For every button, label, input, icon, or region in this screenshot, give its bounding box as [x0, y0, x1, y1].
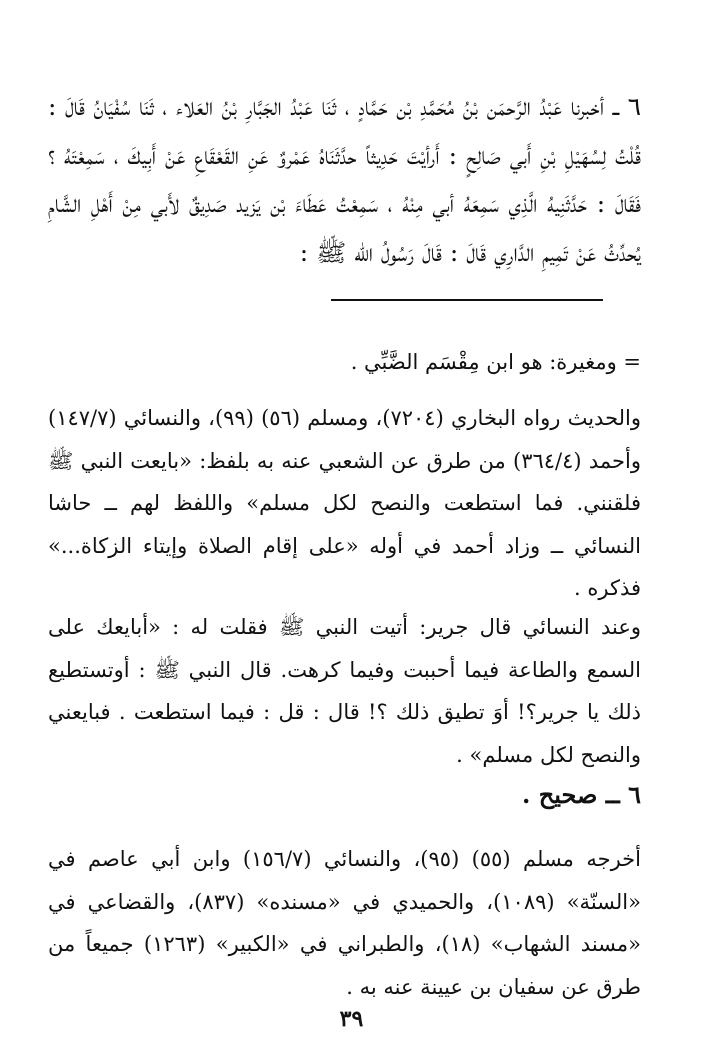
footnote-paragraph-2: وعند النسائي قال جرير: أتيت النبي ﷺ فقلت له : «أبايعك على السمع والطاعة فيما أحببت وفيما كرهت. قال النبي ﷺ : أوتستطيع ذلك يا جرير؟! أوَ تطيق ذلك ؟! قال : قل : فيما استطعت . فبايعني والنصح لكل مسلم» . — [48, 615, 641, 767]
page-number: ٣٩ — [339, 1006, 364, 1032]
footnote-paragraph-3: أخرجه مسلم (٥٥) (٩٥)، والنسائي (١٥٦/٧) وابن أبي عاصم في «السنّة» (١٠٨٩)، والحميدي في «مسنده» (٨٣٧)، والقضاعي في «مسند الشهاب» (١٨)، والطبراني في «الكبير» (١٢٦٣) جميعاً من طرق عن سفيان بن عيينة عنه به . — [48, 847, 641, 999]
footnote-separator — [331, 299, 603, 301]
hadith-text: ٦ ــ أخبرنا عَبْدُ الرَّحمَن بْنُ مُحَمَّدِ بْن حَمَّادٍ ، ثَنَا عَبْدُ الجَبَّارِ بْنُ العَلاء ، ثَنَا سُفْيَانُ قَالَ : قُلْتُ لِسُهَيْلِ بْنِ أَبي صَالِحٍ : أَرأيْتَ حَدِيثاً حدَّثَنَاهُ عَمْروٌ عَنِ القَعْقَاعِ عَنْ أَبِيكَ ، سَمِعْتَهُ ؟ فَقَالَ : حَدَّثَنِيهُ الَّذِي سَمِعَهُ أبي مِنْهُ ، سَمِعْتُ عَطَاءَ بْن يَزيد صَدِيقٌ لأَبي مِنْ أَهْلِ الشَّامِ يُحدِّثُ عَنْ تَمِيمِ الدَّارِي قَالَ : قَالَ رَسُولُ الله ﷺ : — [48, 92, 641, 267]
footnote-heading: ٦ ــ صحيح . — [522, 780, 641, 809]
footnote-paragraph-1: والحديث رواه البخاري (٧٢٠٤)، ومسلم (٥٦) (٩٩)، والنسائي (١٤٧/٧) وأحمد (٣٦٤/٤) من طرق عن الشعبي عنه به بلفظ: «بايعت النبي ﷺ فلقنني. فما استطعت والنصح لكل مسلم» واللفظ لهم ــ حاشا النسائي ــ وزاد أحمد في أوله «على إقام الصلاة وإيتاء الزكاة...» فذكره . — [48, 406, 641, 600]
footnote-continued: = ومغيرة: هو ابن مِقْسَم الضَّبِّي . — [350, 350, 641, 374]
